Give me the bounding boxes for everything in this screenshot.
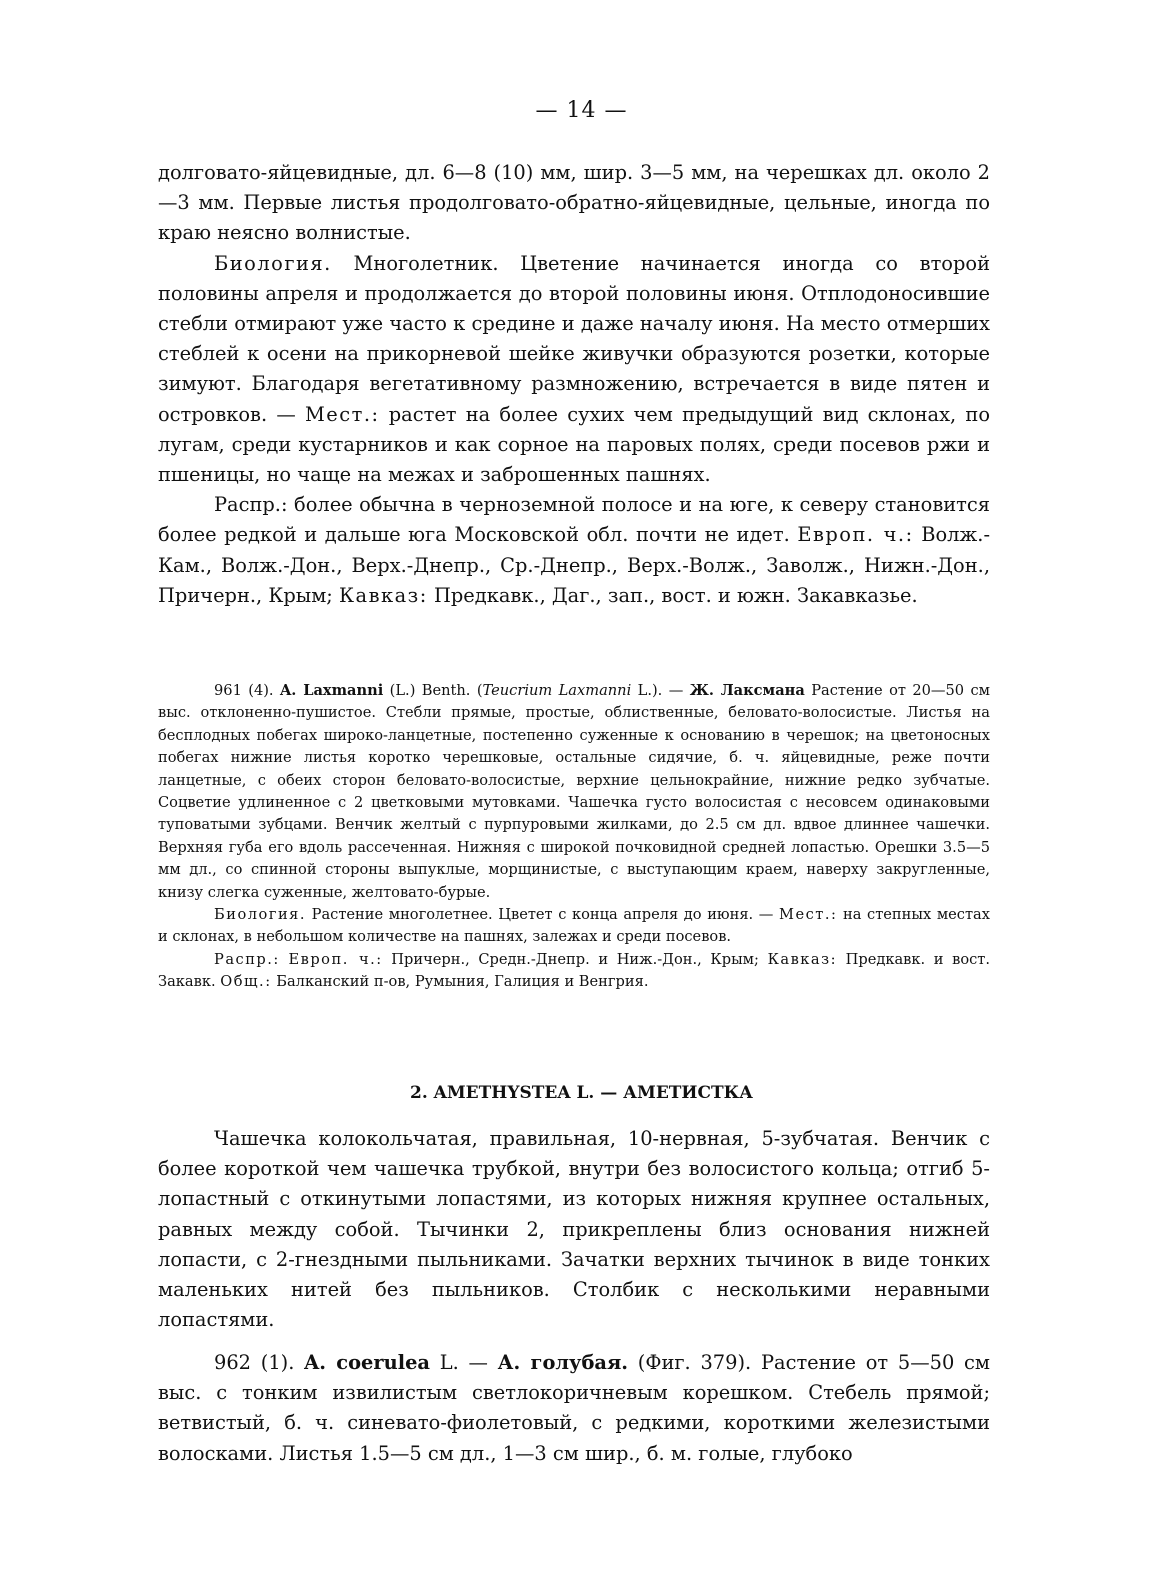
species-962-latin-name: A. coerulea [304, 1351, 430, 1374]
habitat-text: растет на более сухих чем предыдущий вид склонах, по лугам, среди кустарников и как сорное на паровых полях, среди посевов ржи и пшеницы, но чаще на межах и заброшенных пашнях. [158, 402, 991, 487]
distribution-961-label: Распр.: [214, 950, 280, 968]
distribution-text: более обычна в черноземной полосе и на юге, к северу становится более редкой и дальше юга Московской обл. почти не идет. [158, 493, 990, 547]
distribution-label: Распр.: [214, 493, 288, 517]
species-962-author: L. — [429, 1351, 498, 1374]
species-961-russian-name: Ж. Лаксмана [689, 682, 805, 699]
europe-961-text: Причерн., Средн.-Днепр. и Ниж.-Дон., Крым; [382, 950, 768, 968]
species-961-number: 961 (4). [214, 682, 274, 699]
species-961-author: (L.) Benth. ( [383, 682, 483, 699]
species-962-number: 962 (1). [214, 1351, 295, 1374]
europe-label: Европ. ч.: [797, 523, 914, 547]
biology-961-label: Биология. [214, 906, 307, 924]
biology-961-text: Растение многолетнее. Цветет с конца апреля до июня. — [306, 906, 779, 924]
genus-description-block [158, 1124, 990, 1335]
species-962-text: Растение от 5—50 см выс. с тонким извилистым светлокоричневым корешком. Стебель прямой; ветвистый, б. ч. синевато-фиолетовый, с редкими, короткими железистыми волосками. Листья 1.5—5 см дл., 1—3 см шир., б. м. голые, глубоко [158, 1351, 990, 1465]
paragraph-distribution [158, 490, 990, 611]
paragraph-leaf-description: долговато-яйцевидные, дл. 6—8 (10) мм, шир. 3—5 мм, на черешках дл. около 2—3 мм. Первые листья продолговато-обратно-яйцевидные, цельные, иногда по краю неясно волнистые. [158, 161, 990, 245]
biology-label: Биология. [214, 251, 332, 275]
species-961-latin-name: A. Laxmanni [279, 682, 384, 699]
species-962-figure-ref: (Фиг. 379). [628, 1351, 752, 1374]
species-962-block [158, 1348, 990, 1469]
caucasus-961-label: Кавказ: [767, 950, 837, 968]
europe-text: Волж.-Кам., Волж.-Дон., Верх.-Днепр., Ср.-Днепр., Верх.-Волж., Заволж., Нижн.-Дон., Причерн., Крым; [158, 523, 990, 607]
general-961-text: Балканский п-ов, Румыния, Галиция и Венгрия. [271, 973, 649, 991]
caucasus-text: Предкавк., Даг., зап., вост. и южн. Закавказье. [427, 583, 918, 607]
biology-text: Многолетник. Цветение начинается иногда со второй половины апреля и продолжается до второй половины июня. Отплодоносившие стебли отмирают уже часто к средине и даже началу июня. На место отмерших стеблей к осени на прикорневой шейке живучки образуются розетки, которые зимуют. Благодаря вегетативному размножению, встречается в виде пятен и островков. — [158, 251, 990, 426]
species-961-biology [158, 904, 990, 949]
habitat-961-text: на степных местах и склонах, в небольшом количестве на пашнях, залежах и среди посевов. [158, 906, 990, 946]
species-962-description [158, 1348, 990, 1469]
general-961-label: Общ.: [220, 973, 272, 991]
species-961-block [158, 680, 990, 994]
genus-heading [0, 1083, 1163, 1103]
species-961-text: Растение от 20—50 см выс. отклоненно-пушистое. Стебли прямые, простые, облиственные, беловато-волосистые. Листья на бесплодных побегах широко-ланцетные, постепенно суженные к основанию в черешок; на цветоносных побегах нижние листья коротко черешковые, остальные сидячие, б. ч. яйцевидные, реже почти ланцетные, с обеих сторон беловато-волосистые, верхние цельнокрайние, нижние редко зубчатые. Соцветие удлиненное с 2 цветковыми мутовками. Чашечка густо волосистая с несовсем одинаковыми туповатыми зубцами. Венчик желтый с пурпуровыми жилками, до 2.5 см дл. вдвое длиннее чашечки. Верхняя губа его вдоль рассеченная. Нижняя с широкой почковидной средней лопастью. Орешки 3.5—5 мм дл., со спинной стороны выпуклые, морщинистые, с выступающим краем, наверху закругленные, книзу слегка суженные, желтовато-бурые. [158, 682, 990, 901]
species-961-distribution [158, 949, 990, 994]
main-text-block-1 [158, 158, 990, 611]
caucasus-961-text: Предкавк. и вост. Закавк. [158, 950, 990, 991]
page-number: — 14 — [535, 98, 628, 123]
genus-description: Чашечка колокольчатая, правильная, 10-нервная, 5-зубчатая. Венчик с более короткой чем чашечка трубкой, внутри без волосистого кольца; отгиб 5-лопастный с откинутыми лопастями, из которых нижняя крупнее остальных, равных между собой. Тычинки 2, прикреплены близ основания нижней лопасти, с 2-гнездными пыльниками. Зачатки верхних тычинок в виде тонких маленьких нитей без пыльников. Столбик с несколькими неравными лопастями. [158, 1127, 990, 1332]
europe-961-label: Европ. ч.: [288, 950, 383, 968]
genus-heading-text: 2. AMETHYSTEA L. — АМЕТИСТКА [409, 1083, 753, 1103]
species-962-russian-name: А. голубая. [497, 1351, 629, 1374]
habitat-961-label: Мест.: [779, 906, 838, 924]
habitat-label: Мест.: [304, 402, 380, 426]
paragraph-biology [158, 249, 990, 491]
species-961-synonym-author: L.). — [631, 682, 690, 699]
species-961-synonym: Teucrium Laxmanni [482, 682, 632, 699]
caucasus-label: Кавказ: [339, 583, 428, 607]
species-961-description [158, 680, 990, 904]
